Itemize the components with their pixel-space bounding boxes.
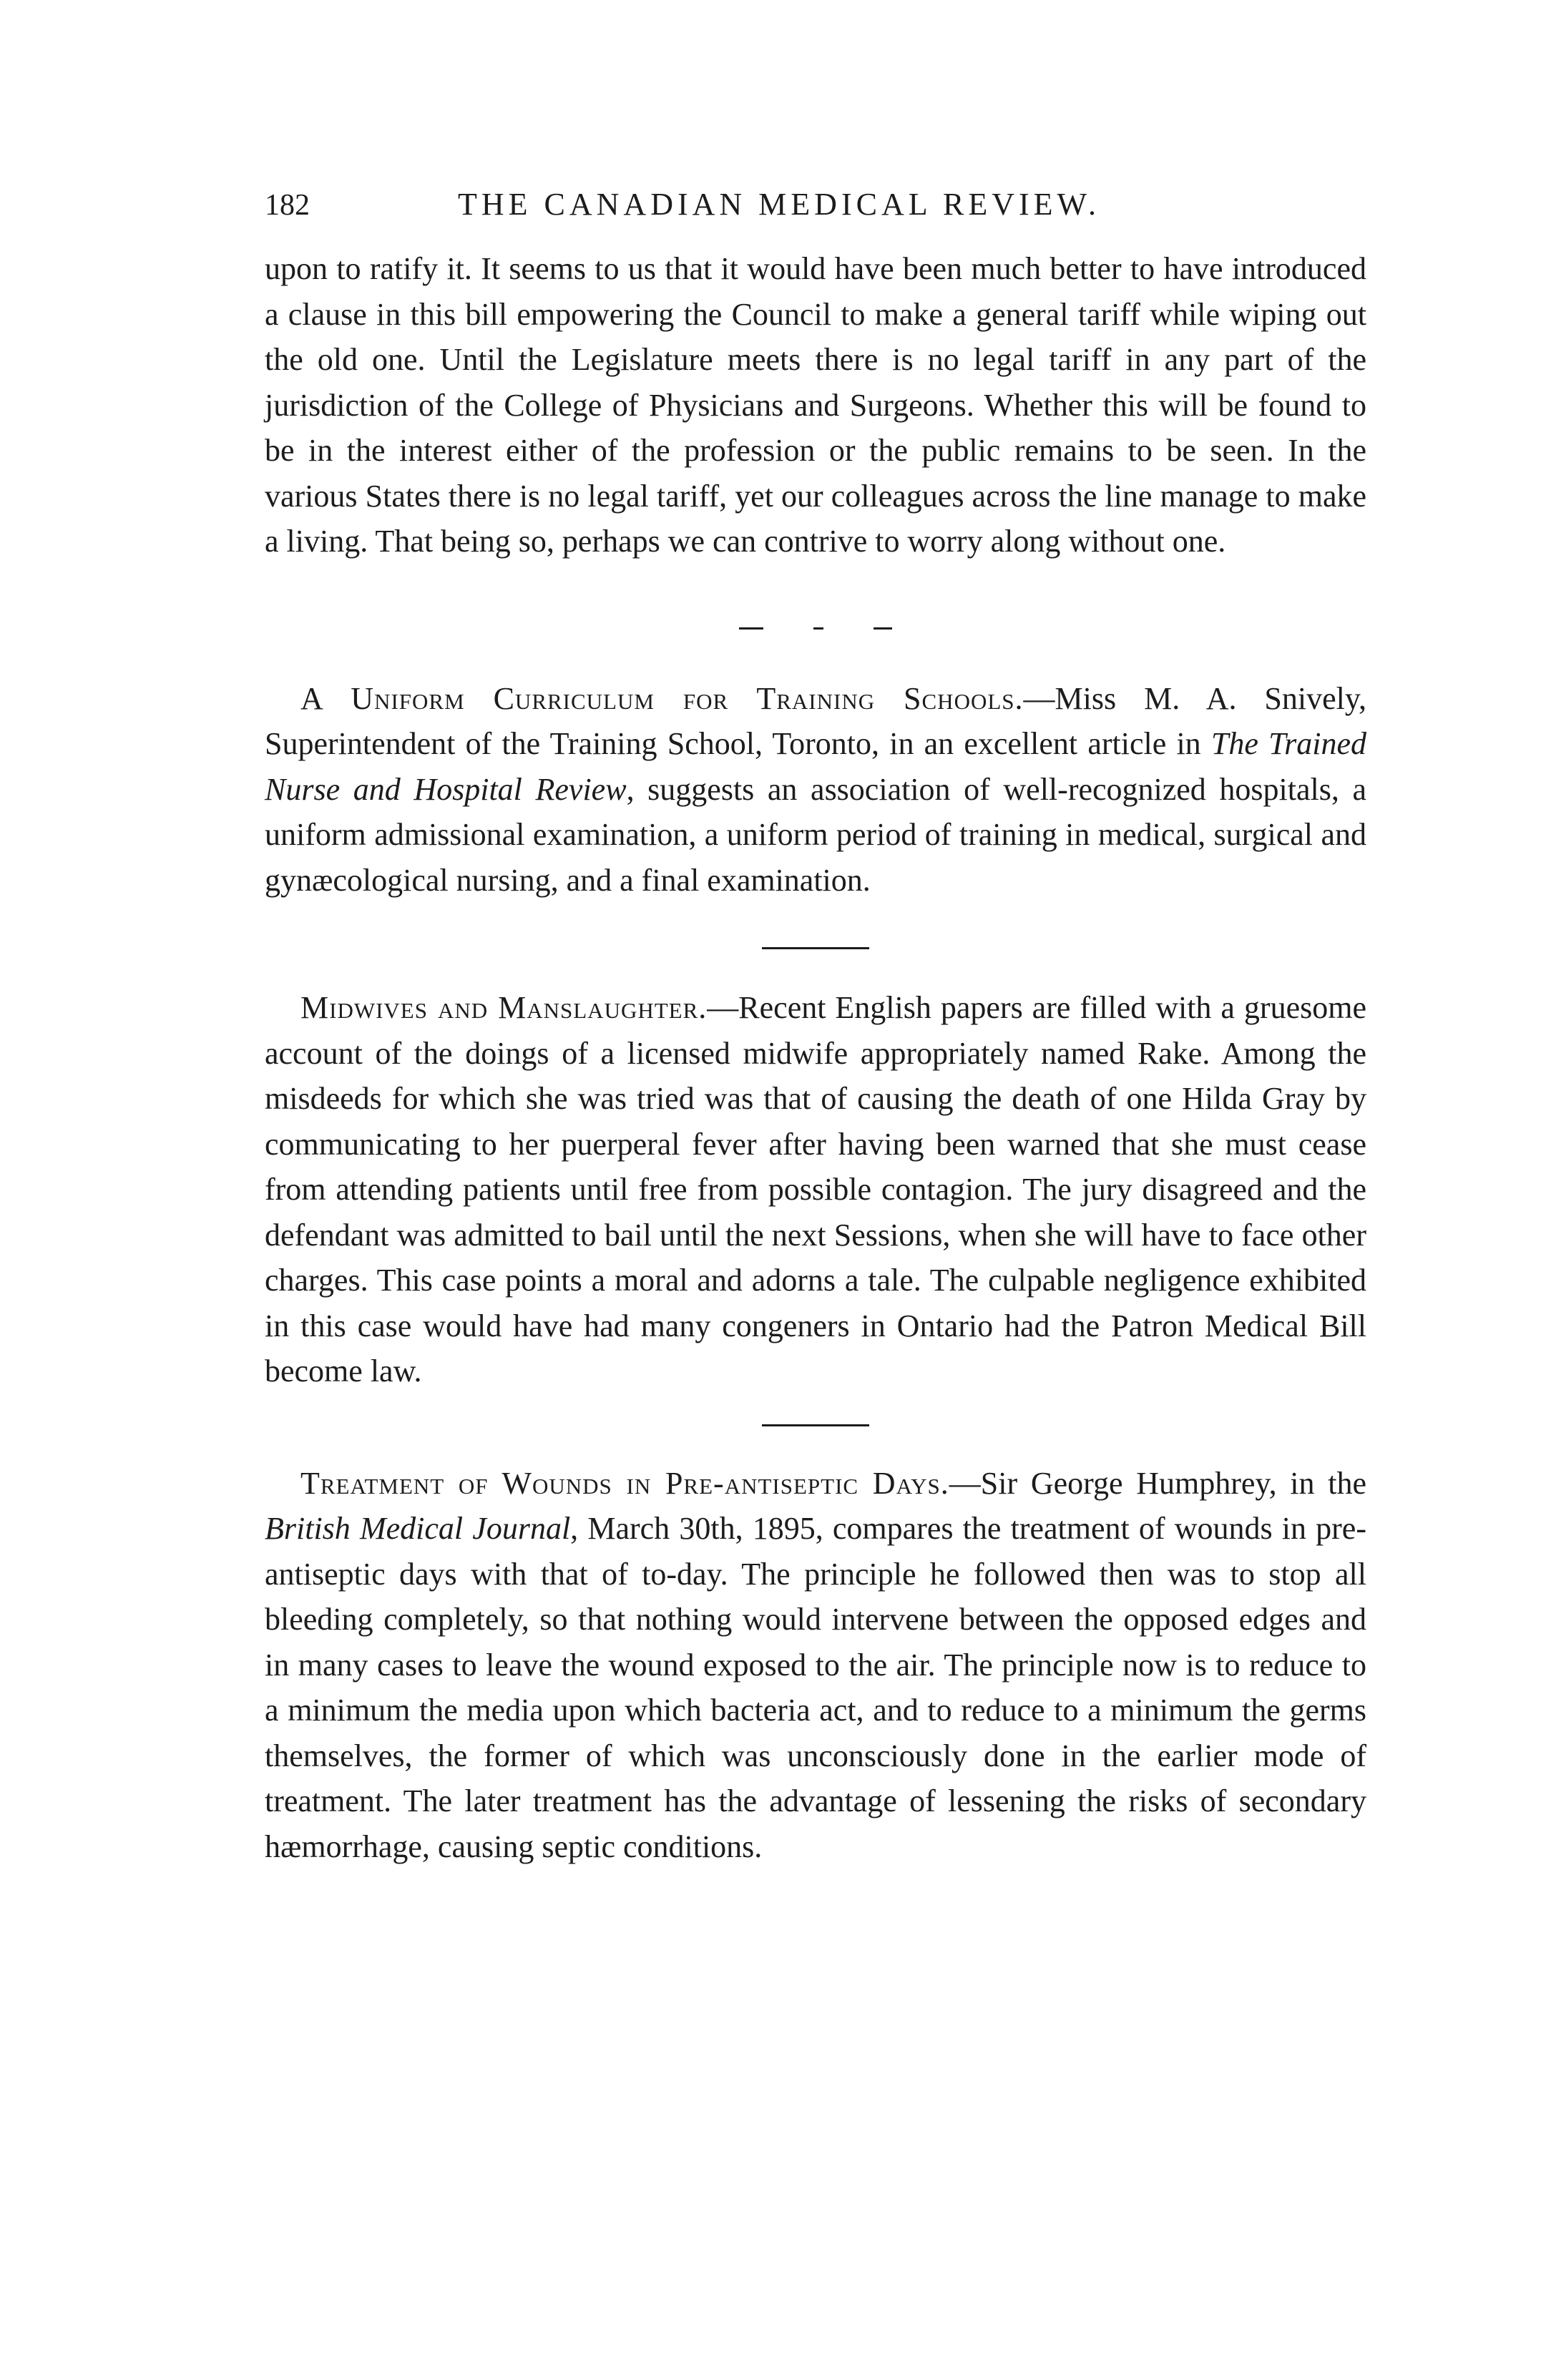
article-text: —Recent English papers are filled with a gruesome account of the doings of a licensed midwife appropriately named Rake. Among the misdeeds for which she was tried was that of causing the death of one Hilda Gray by communicating to her puerperal fever after having been warned that she must cease from attending patients until free from possible contagion. The jury disagreed and the defendant was admitted to bail until the next Sessions, when she will have to face other charges. This case points a moral and adorns a tale. The culpable negligence exhibited in this case would have had many congeners in Ontario had the Patron Medical Bill become law. bbox=[265, 990, 1366, 1389]
intro-paragraph: upon to ratify it. It seems to us that it would have been much better to have introduced a clause in this bill empowering the Council to make a general tariff while wiping out the old one. Until the Legislature meets there is no legal tariff in any part of the jurisdiction of the College of Physicians and Surgeons. Whether this will be found to be in the interest either of the profession or the public remains to be seen. In the various States there is no legal tariff, yet our colleagues across the line manage to make a living. That being so, perhaps we can contrive to worry along without one. bbox=[265, 251, 1366, 559]
article-text: —Sir George Humphrey, in the bbox=[949, 1465, 1367, 1501]
article-text: —Miss M. A. Snively, Superintendent of the Training School, Toronto, in an excellent article in bbox=[265, 680, 1367, 761]
article-heading: A Uniform Curriculum for Training Schools. bbox=[300, 680, 1024, 716]
article-text: , suggests an association of well-recognized hospitals, a uniform admissional examination, a uniform period of training in medical, surgical and gynæcological nursing, and a final examination. bbox=[265, 771, 1366, 898]
page-number: 182 bbox=[265, 189, 310, 222]
article-uniform-curriculum bbox=[265, 676, 1366, 903]
article-heading: Midwives and Manslaughter. bbox=[300, 990, 708, 1025]
page-header bbox=[265, 186, 1366, 243]
article-heading: Treatment of Wounds in Pre-antiseptic Days. bbox=[300, 1465, 949, 1501]
running-title: THE CANADIAN MEDICAL REVIEW. bbox=[458, 187, 1100, 222]
journal-title: British Medical Journal bbox=[265, 1511, 571, 1546]
article-text: , March 30th, 1895, compares the treatment of wounds in pre-antiseptic days with that of to-day. The principle he followed then was to stop all bleeding completely, so that nothing would intervene between the opposed edges and in many cases to leave the wound exposed to the air. The principle now is to reduce to a minimum the media upon which bacteria act, and to reduce to a minimum the germs themselves, the former of which was unconsciously done in the earlier mode of treatment. The later treatment has the advantage of lessening the risks of secondary hæmorrhage, causing septic conditions. bbox=[265, 1511, 1366, 1864]
article-midwives-manslaughter bbox=[265, 985, 1366, 1394]
page bbox=[265, 186, 1366, 1869]
journal-title: The Trained Nurse and Hospital Review bbox=[265, 726, 1366, 807]
article-treatment-of-wounds bbox=[265, 1461, 1366, 1870]
